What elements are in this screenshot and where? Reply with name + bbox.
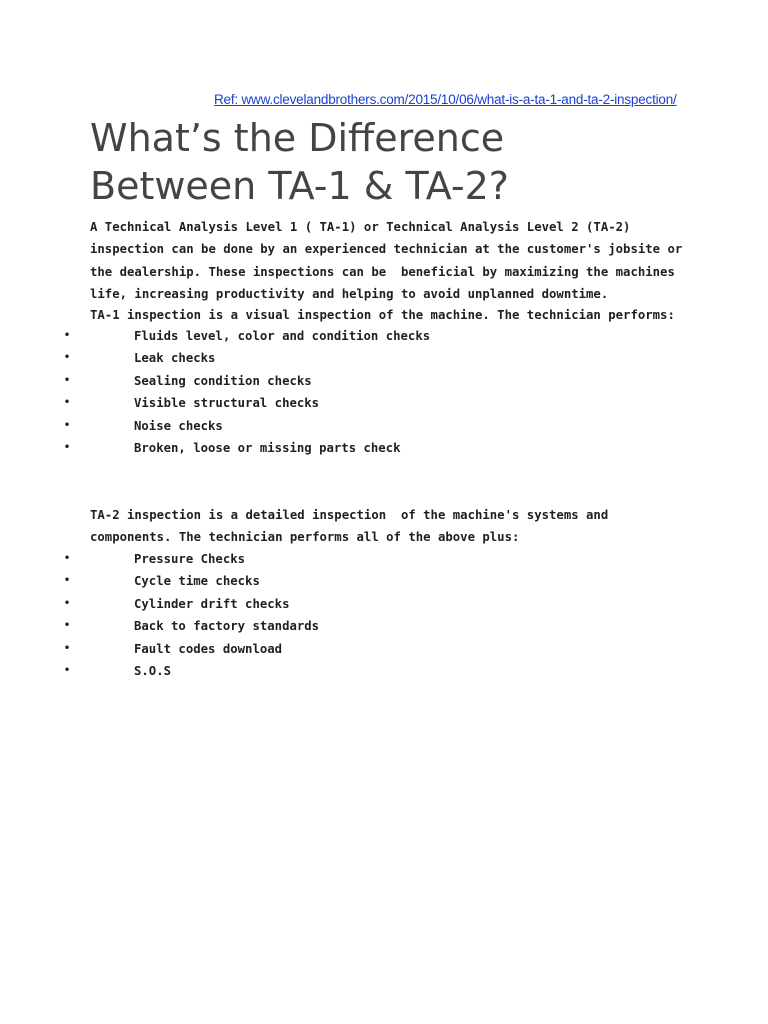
bullet-icon: • bbox=[64, 352, 71, 364]
ta1-checklist bbox=[0, 325, 700, 459]
list-item-text: Pressure Checks bbox=[134, 552, 246, 566]
reference-line bbox=[214, 92, 677, 107]
list-item-text: Fault codes download bbox=[134, 641, 283, 656]
title-line-2: Between TA-1 & TA-2? bbox=[90, 164, 509, 208]
bullet-icon: • bbox=[64, 620, 71, 632]
list-item-text: Cylinder drift checks bbox=[134, 596, 290, 611]
bullet-icon: • bbox=[64, 553, 71, 564]
list-item bbox=[0, 570, 700, 592]
list-item bbox=[0, 615, 700, 637]
bullet-icon: • bbox=[64, 374, 71, 386]
list-item-text: Leak checks bbox=[134, 351, 216, 366]
bullet-icon: • bbox=[64, 441, 71, 453]
list-item bbox=[0, 347, 700, 369]
page-title bbox=[90, 114, 710, 210]
ta2-lead-line: components. The technician performs all of the above plus: bbox=[90, 530, 520, 545]
list-item-text: Noise checks bbox=[134, 418, 223, 433]
bullet-icon: • bbox=[64, 575, 71, 587]
list-item-text: Cycle time checks bbox=[134, 574, 260, 589]
list-item-text: Fluids level, color and condition checks bbox=[134, 329, 431, 343]
list-item bbox=[0, 415, 700, 437]
intro-line: A Technical Analysis Level 1 ( TA-1) or Technical Analysis Level 2 (TA-2) bbox=[90, 220, 631, 234]
bullet-icon: • bbox=[64, 419, 71, 431]
list-item bbox=[0, 593, 700, 615]
ta1-lead-paragraph bbox=[90, 304, 690, 326]
list-item-text: S.O.S bbox=[134, 663, 172, 678]
ta2-checklist bbox=[0, 548, 700, 682]
list-item bbox=[0, 325, 700, 347]
bullet-icon: • bbox=[64, 664, 71, 676]
reference-link[interactable]: Ref: www.clevelandbrothers.com/2015/10/06/what-is-a-ta-1-and-ta-2-inspection/ bbox=[214, 92, 677, 107]
ta2-lead-line: TA-2 inspection is a detailed inspection of the machine's systems and bbox=[90, 508, 609, 522]
list-item bbox=[0, 548, 700, 570]
list-item-text: Sealing condition checks bbox=[134, 373, 312, 388]
intro-line: life, increasing productivity and helping to avoid unplanned downtime. bbox=[90, 287, 609, 302]
list-item-text: Broken, loose or missing parts check bbox=[134, 440, 401, 455]
list-item bbox=[0, 437, 700, 459]
bullet-icon: • bbox=[64, 397, 71, 409]
intro-line: inspection can be done by an experienced technician at the customer's jobsite or bbox=[90, 242, 683, 257]
list-item-text: Visible structural checks bbox=[134, 396, 320, 411]
ta1-lead-line: TA-1 inspection is a visual inspection of the machine. The technician performs: bbox=[90, 308, 675, 322]
title-line-1: What’s the Difference bbox=[90, 116, 505, 160]
bullet-icon: • bbox=[64, 597, 71, 609]
list-item bbox=[0, 660, 700, 682]
list-item-text: Back to factory standards bbox=[134, 619, 320, 634]
ta2-lead-paragraph bbox=[90, 504, 690, 549]
intro-line: the dealership. These inspections can be beneficial by maximizing the machines bbox=[90, 264, 675, 279]
bullet-icon: • bbox=[64, 642, 71, 654]
bullet-icon: • bbox=[64, 330, 71, 341]
list-item bbox=[0, 370, 700, 392]
list-item bbox=[0, 392, 700, 414]
intro-paragraph bbox=[90, 216, 690, 306]
list-item bbox=[0, 638, 700, 660]
